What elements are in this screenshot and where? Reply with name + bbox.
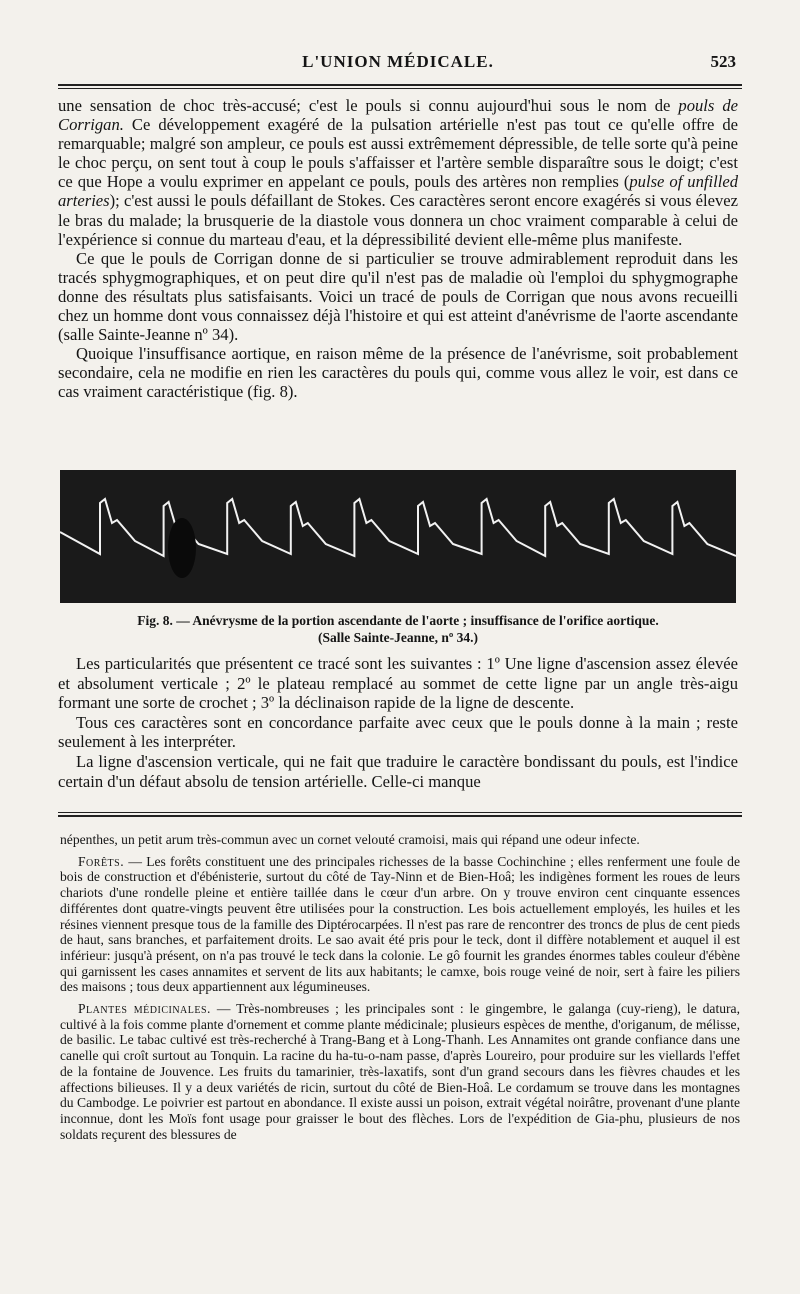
paragraph-forets (60, 854, 740, 995)
paragraph-2: Ce que le pouls de Corrigan donne de si particulier se trouve admirablement reproduit dans les tracés sphygmographiques, et on peut dire qu'il n'est pas de maladie où l'emploi du sphygmographe donne des résultats plus satisfaisants. Voici un tracé de pouls de Corrigan que nous avons recueilli chez un homme dont vous connaissez déjà l'histoire et qui est atteint d'anévrisme de l'aorte ascendante (salle Sainte-Jeanne nº 34). (58, 248, 738, 345)
figure-background (60, 470, 736, 603)
journal-title: L'UNION MÉDICALE. (302, 52, 494, 71)
pulse-trace-graphic (60, 470, 736, 603)
figure-caption (60, 612, 736, 646)
paragraph-5: Tous ces caractères sont en concordance parfaite avec ceux que le pouls donne à la main ; reste seulement à les interpréter. (58, 712, 738, 752)
plantes-text: — Très-nombreuses ; les principales sont : le gingembre, le galanga (cuy-rieng), le datura, cultivé à la fois comme plante d'ornement et comme plante médicinale; plusieurs espèces de menthe, d'origanum, de mélisse, de basilic. Le tabac cultivé est très-recherché à Trang-Bang et à Long-Thanh. Les Annamites ont grande confiance dans une canelle qui croît surtout au Tonquin. La racine du ha-tu-o-nam passe, d'après Loureiro, pour produire sur les viellards l'effet de la fontaine de Jouvence. Les fruits du tamarinier, très-laxatifs, sont d'un grand secours dans les fièvres chaudes et les affections bilieuses. Il y a deux variétés de ricin, surtout du côté de Bien-Hoâ. Le cordamum se trouve dans les montagnes du Cambodge. Le poivrier est partout en abondance. Il existe aussi un poison, extrait végétal noirâtre, provenant d'une plante inconnue, dont les Moïs font usage pour graisser le bout des flèches. Lors de l'expédition de Gia-phu, plusieurs de nos soldats reçurent des blessures de (60, 1001, 740, 1142)
ink-blot (168, 518, 196, 578)
analysis-text-block (58, 654, 738, 791)
caption-line-2: (Salle Sainte-Jeanne, nº 34.) (317, 630, 479, 645)
forets-text: — Les forêts constituent une des principales richesses de la basse Cochinchine ; elles renferment une foule de bois de construction et d'ébénisterie, surtout du côté de Tay-Ninn et de Bien-Hoâ; les indigènes forment les roues de leurs chariots d'une rondelle pleine et entière taillée dans le cœur d'un arbre. On y trouve environ cent cinquante essences différentes dont quatre-vingts peuvent être utilisées pour la construction. Les bois actuellement employés, les huiles et les résines viennent presque tous de la famille des Diptérocarpées. Il n'est pas rare de rencontrer des troncs de plus de cent pieds de haut, sans branches, et parfaitement droits. Le sao avait été pris pour le teck, dont il diffère notablement et auquel il est inférieur: jusqu'à présent, on n'a pas trouvé le teck dans la colonie. Le gô fournit les grandes énormes tables couleur d'ébène qui garnissent les cases annamites et servent de lits aux habitants; le camxe, bois rouge veiné de noir, sert à faire les piliers des maisons ; tous deux appartiennent aux légumineuses. (60, 853, 740, 995)
paragraph-3: Quoique l'insuffisance aortique, en raison même de la présence de l'anévrisme, soit probablement secondaire, cela ne modifie en rien les caractères du pouls qui, comme vous allez le voir, est dans ce cas vraiment caractéristique (fig. 8). (58, 344, 738, 402)
p1-italic-term-2: pulse of unfilled arteries (58, 172, 739, 211)
header-rule (58, 84, 742, 89)
p1-text-c: ); c'est aussi le pouls défaillant de Stokes. Ces caractères seront encore exagérés si vous élevez le bras du malade; la brusquerie de la diastole vous donnera un choc vraiment comparable à celui de l'expérience si connue du marteau d'eau, et la dépressibilité devient elle-même plus manifeste. (58, 191, 738, 249)
running-header (58, 52, 738, 78)
page-number: 523 (710, 52, 736, 71)
paragraph-7: népenthes, un petit arum très-commun avec un cornet velouté cramoisi, mais qui répand une odeur infecte. (60, 832, 640, 847)
paragraph-1 (58, 96, 738, 249)
main-text-block (58, 96, 738, 402)
p1-italic-term-1: pouls de Corrigan. (58, 96, 738, 135)
paragraph-plantes (60, 1001, 740, 1142)
p1-text-a: une sensation de choc très-accusé; c'est le pouls si connu aujourd'hui sous le nom de (58, 96, 679, 115)
caption-line-1: Fig. 8. — Anévrysme de la portion ascendante de l'aorte ; insuffisance de l'orifice aortique. (137, 613, 659, 628)
feuilleton-text-block (60, 832, 740, 1148)
p1-text-b: Ce développement exagéré de la pulsation artérielle n'est pas tout ce qu'elle offre de remarquable; malgré son ampleur, ce pouls est aussi extrêmement dépressible, de telle sorte qu'à peine le choc perçu, on sent tout à coup le pouls s'affaisser et l'artère semble disparaître sous le doigt; c'est ce que Hope a voulu exprimer en appelant ce pouls, pouls des artères non remplies ( (58, 115, 738, 192)
forets-label: Forêts. (78, 853, 125, 869)
section-rule (58, 812, 742, 817)
plantes-label: Plantes médicinales. (78, 1001, 211, 1017)
paragraph-6: La ligne d'ascension verticale, qui ne fait que traduire le caractère bondissant du pouls, est l'indice certain d'un défaut absolu de tension artérielle. Celle-ci manque (58, 751, 738, 791)
paragraph-4: Les particularités que présentent ce tracé sont les suivantes : 1º Une ligne d'ascension assez élevée et absolument verticale ; 2º le plateau remplacé au sommet de cette ligne par un angle très-aigu formant une sorte de crochet ; 3º la déclinaison rapide de la ligne de descente. (58, 654, 738, 713)
sphygmograph-figure (60, 470, 736, 603)
